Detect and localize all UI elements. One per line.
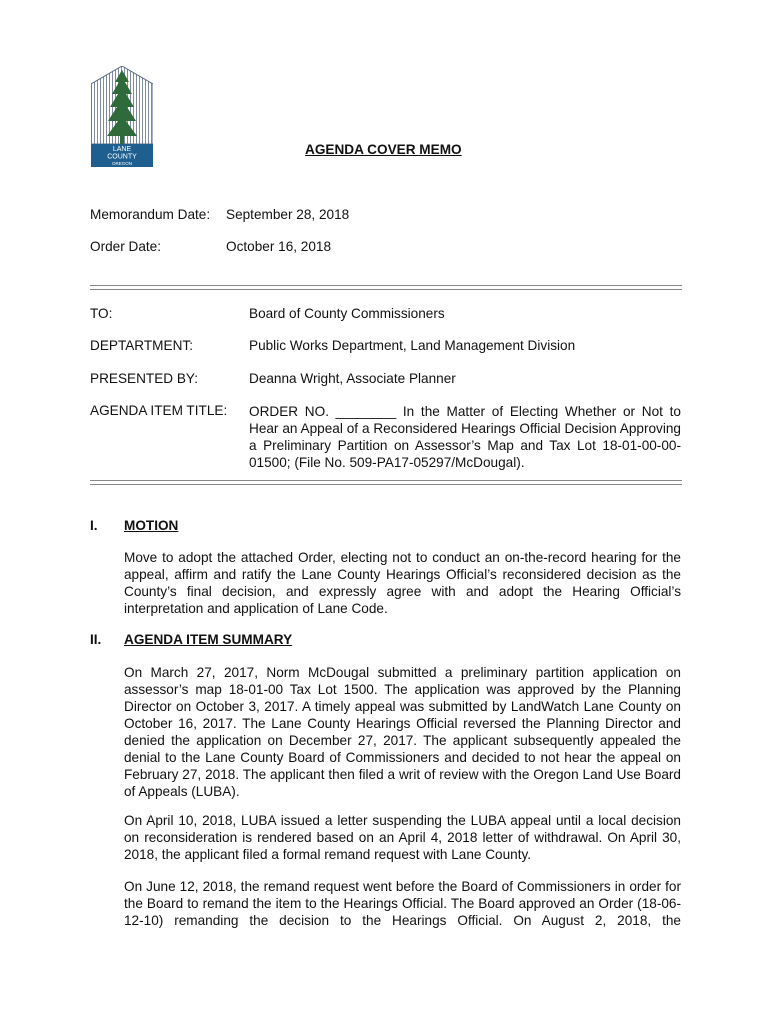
section-1-heading: MOTION [124,518,179,533]
to-label: TO: [90,306,113,321]
to-value: Board of County Commissioners [249,306,445,321]
section-2-paragraph-1: On March 27, 2017, Norm McDougal submitted a preliminary partition application on assessor’s map 18-01-00 Tax Lot 1500. The application was approved by the Planning Director on October 3, 2017. A timely appeal was submitted by LandWatch Lane County on October 16, 2017. The Lane County Hearings Official reversed the Planning Director and denied the application on December 27, 2017. The applicant subsequently appealed the denial to the Lane County Board of Commissioners and decided to not hear the appeal on February 27, 2018. The applicant then filed a writ of review with the Oregon Land Use Board of Appeals (LUBA). [124,665,681,799]
department-label: DEPTARTMENT: [90,338,193,353]
department-value: Public Works Department, Land Management Division [249,338,576,353]
agenda-item-title-value: ORDER NO. ________ In the Matter of Electing Whether or Not to Hear an Appeal of a Reconsidered Hearings Official Decision Approving a Preliminary Partition on Assessor’s Map and Tax Lot 18-01-00-00-01500; (File No. 509-PA17-05297/McDougal). [249,404,681,470]
memo-title: AGENDA COVER MEMO [305,142,462,157]
presented-by-value: Deanna Wright, Associate Planner [249,371,456,386]
logo-line1: LANE [112,146,132,153]
section-2-paragraph-3: On June 12, 2018, the remand request went before the Board of Commissioners in order for the Board to remand the item to the Hearings Official. The Board approved an Order (18-06-12-10) remanding the decision to the Hearings Official. On August 2, 2018, the [124,879,681,928]
lane-county-logo [91,66,153,167]
logo-line2: COUNTY [107,153,137,161]
header-top-rule [90,285,682,290]
memo-date-value: September 28, 2018 [226,207,350,222]
section-2-heading: AGENDA ITEM SUMMARY [124,632,293,647]
logo-line3: OREGON [111,161,133,166]
section-1-number: I. [90,518,98,533]
memo-date-label: Memorandum Date: [90,207,211,222]
agenda-item-title-label: AGENDA ITEM TITLE: [90,403,228,418]
memo-title-wrap [305,142,462,157]
section-1-body: Move to adopt the attached Order, electing not to conduct an on-the-record hearing for the appeal, affirm and ratify the Lane County Hearings Official’s reconsidered decision as the County’s final decision, and expressly agree with and adopt the Hearing Official’s interpretation and application of Lane Code. [124,550,681,616]
section-2-number: II. [90,632,102,647]
order-date-label: Order Date: [90,239,162,254]
header-bottom-rule [90,480,682,485]
order-date-value: October 16, 2018 [226,239,332,254]
presented-by-label: PRESENTED BY: [90,371,199,386]
section-2-paragraph-2: On April 10, 2018, LUBA issued a letter suspending the LUBA appeal until a local decision on reconsideration is rendered based on an April 4, 2018 letter of withdrawal. On April 30, 2018, the applicant filed a formal remand request with Lane County. [124,813,681,862]
